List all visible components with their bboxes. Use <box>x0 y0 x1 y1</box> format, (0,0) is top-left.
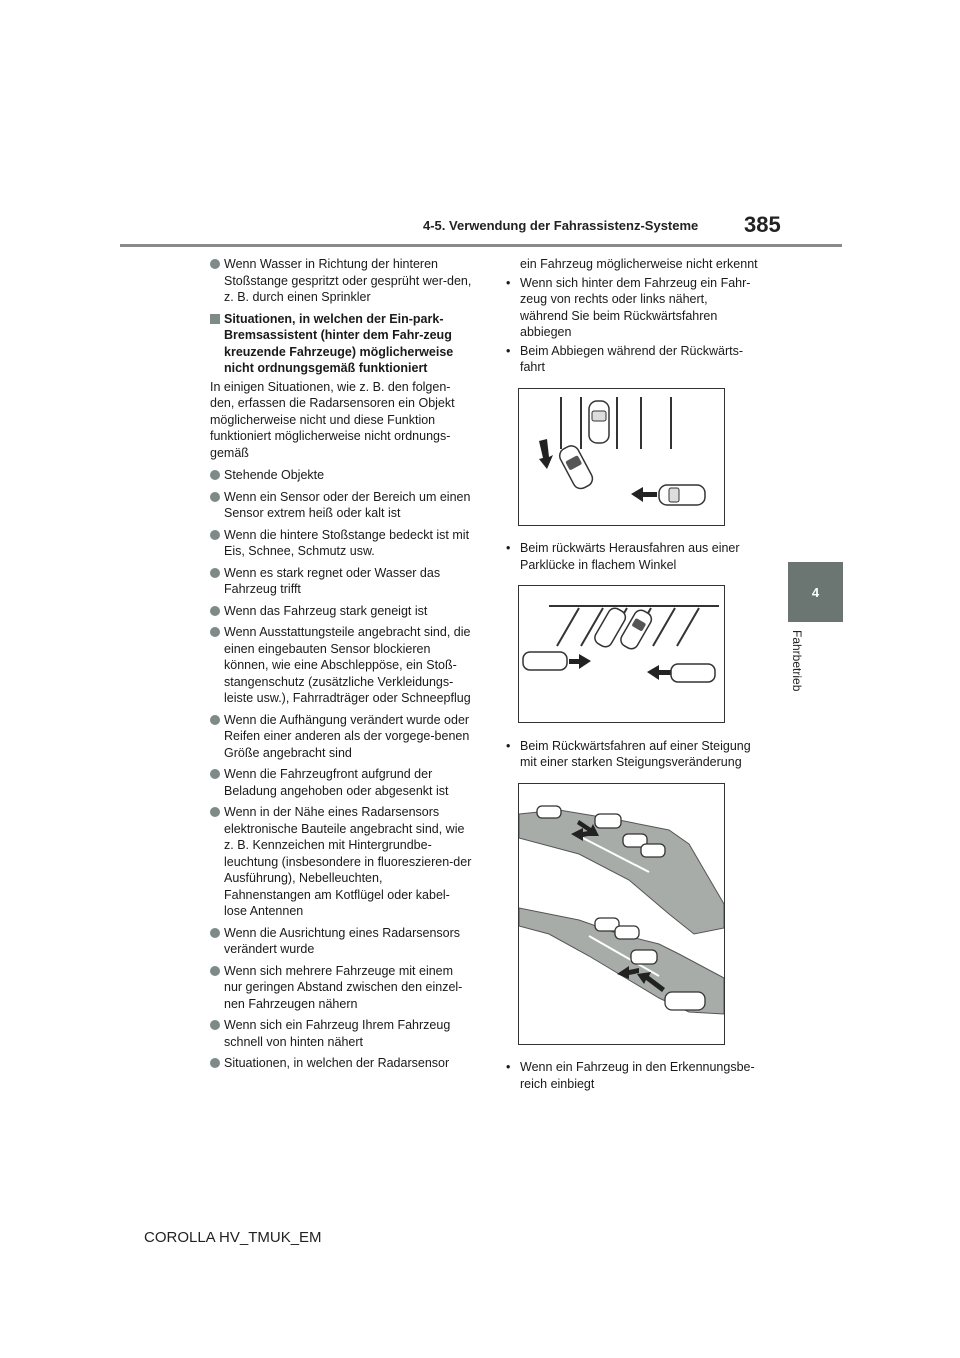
condition-list <box>210 467 472 1072</box>
list-item: • Beim rückwärts Herausfahren aus einer Parklücke in flachem Winkel <box>506 540 758 573</box>
list-item: Wenn die Ausrichtung eines Radarsensors verändert wurde <box>210 925 472 958</box>
list-item: Stehende Objekte <box>210 467 472 484</box>
section-title: 4-5. Verwendung der Fahrassistenz-Systeme <box>423 218 699 233</box>
chapter-number: 4 <box>811 584 820 600</box>
bullet-dot-icon <box>210 568 220 578</box>
approaching-car-icon <box>671 664 715 682</box>
bullet-dot-icon <box>210 966 220 976</box>
left-column <box>210 256 472 1077</box>
list-item: Situationen, in welchen der Radarsensor <box>210 1055 472 1072</box>
footer-model: COROLLA HV_TMUK_EM <box>144 1229 322 1246</box>
arrow-left-icon <box>647 665 671 680</box>
list-item: Wenn die Fahrzeugfront aufgrund der Beladung angehoben oder abgesenkt ist <box>210 766 472 799</box>
list-item: • Beim Rückwärtsfahren auf einer Steigung mit einer starken Steigungsveränderung <box>506 738 758 771</box>
heading-square-icon <box>210 314 220 324</box>
list-item: • Beim Abbiegen während der Rückwärts-fahrt <box>506 343 758 376</box>
list-item: Wenn sich mehrere Fahrzeuge mit einem nur geringen Abstand zwischen den einzel-nen Fahrzeugen nähern <box>210 963 472 1013</box>
bullet-dot-icon <box>210 606 220 616</box>
bullet-dot-icon <box>210 769 220 779</box>
approaching-car-icon <box>659 485 705 505</box>
figure-angled-parking <box>518 585 725 723</box>
bullet-dot-icon <box>210 928 220 938</box>
list-item: • Wenn ein Fahrzeug in den Erkennungsbe-reich einbiegt <box>506 1059 758 1092</box>
section-heading: Situationen, in welchen der Ein-park-Bremsassistent (hinter dem Fahr-zeug kreuzende Fahrzeuge) möglicherweise nicht ordnungsgemäß funktioniert <box>210 311 472 377</box>
car-icon <box>595 814 621 828</box>
list-item: Wenn in der Nähe eines Radarsensors elektronische Bauteile angebracht sind, wie z. B. Kennzeichen mit Hintergrundbe-leuchtung (insbesondere in fluoreszieren-der Ausführung), Nebelleuchten, Fahnenstangen am Kotflügel oder kabel-lose Antennen <box>210 804 472 920</box>
list-item: Wenn es stark regnet oder Wasser das Fahrzeug trifft <box>210 565 472 598</box>
arrow-left-icon <box>631 487 657 502</box>
list-item: Wenn sich ein Fahrzeug Ihrem Fahrzeug schnell von hinten nähert <box>210 1017 472 1050</box>
page-number: 385 <box>744 212 781 237</box>
header-divider <box>120 244 842 247</box>
chapter-title: Fahrbetrieb <box>790 630 804 692</box>
arrow-down-icon <box>539 439 553 469</box>
intro-paragraph: In einigen Situationen, wie z. B. den folgen-den, erfassen die Radarsensoren ein Objekt möglicherweise nicht und diese Funktion funktioniert möglicherweise nicht ordnungs-gemäß <box>210 379 455 460</box>
right-column <box>506 256 758 1094</box>
reversing-car-icon <box>557 443 595 491</box>
arrow-right-icon <box>569 654 591 669</box>
list-item: Wenn die Aufhängung verändert wurde oder Reifen einer anderen als der vorgege-benen Größe angebracht sind <box>210 712 472 762</box>
bullet-dot-icon <box>210 1058 220 1068</box>
approaching-car-icon <box>523 652 567 670</box>
car-icon <box>537 806 561 818</box>
car-icon <box>665 992 705 1010</box>
list-item: Wenn Ausstattungsteile angebracht sind, die einen eingebauten Sensor blockieren können, wie eine Abschleppöse, ein Stoß-stangenschutz (zusätzliche Verkleidungs-leiste usw.), Fahrradträger oder Schneepflug <box>210 624 472 707</box>
car-icon <box>641 844 665 857</box>
bullet-dot-icon <box>210 1020 220 1030</box>
list-item: • Wenn sich hinter dem Fahrzeug ein Fahr-zeug von rechts oder links nähert, während Sie beim Rückwärtsfahren abbiegen <box>506 275 758 341</box>
parked-car-icon <box>589 401 609 443</box>
bullet-dot-icon <box>210 530 220 540</box>
bullet-dot-icon <box>210 492 220 502</box>
bullet-dot-icon <box>210 259 220 269</box>
list-item: Wenn Wasser in Richtung der hinteren Stoßstange gespritzt oder gesprüht wer-den, z. B. durch einen Sprinkler <box>210 256 472 306</box>
car-icon <box>615 926 639 939</box>
list-item: Wenn ein Sensor oder der Bereich um einen Sensor extrem heiß oder kalt ist <box>210 489 472 522</box>
bullet-dot-icon <box>210 807 220 817</box>
bullet-dot-icon <box>210 715 220 725</box>
list-item: Wenn die hintere Stoßstange bedeckt ist mit Eis, Schnee, Schmutz usw. <box>210 527 472 560</box>
chapter-tab <box>788 562 843 622</box>
list-item: Wenn das Fahrzeug stark geneigt ist <box>210 603 472 620</box>
car-icon <box>631 950 657 964</box>
continuation-text: ein Fahrzeug möglicherweise nicht erkennt <box>520 257 758 271</box>
bullet-dot-icon <box>210 627 220 637</box>
figure-reverse-turn <box>518 388 725 526</box>
bullet-dot-icon <box>210 470 220 480</box>
figure-slope <box>518 783 725 1045</box>
